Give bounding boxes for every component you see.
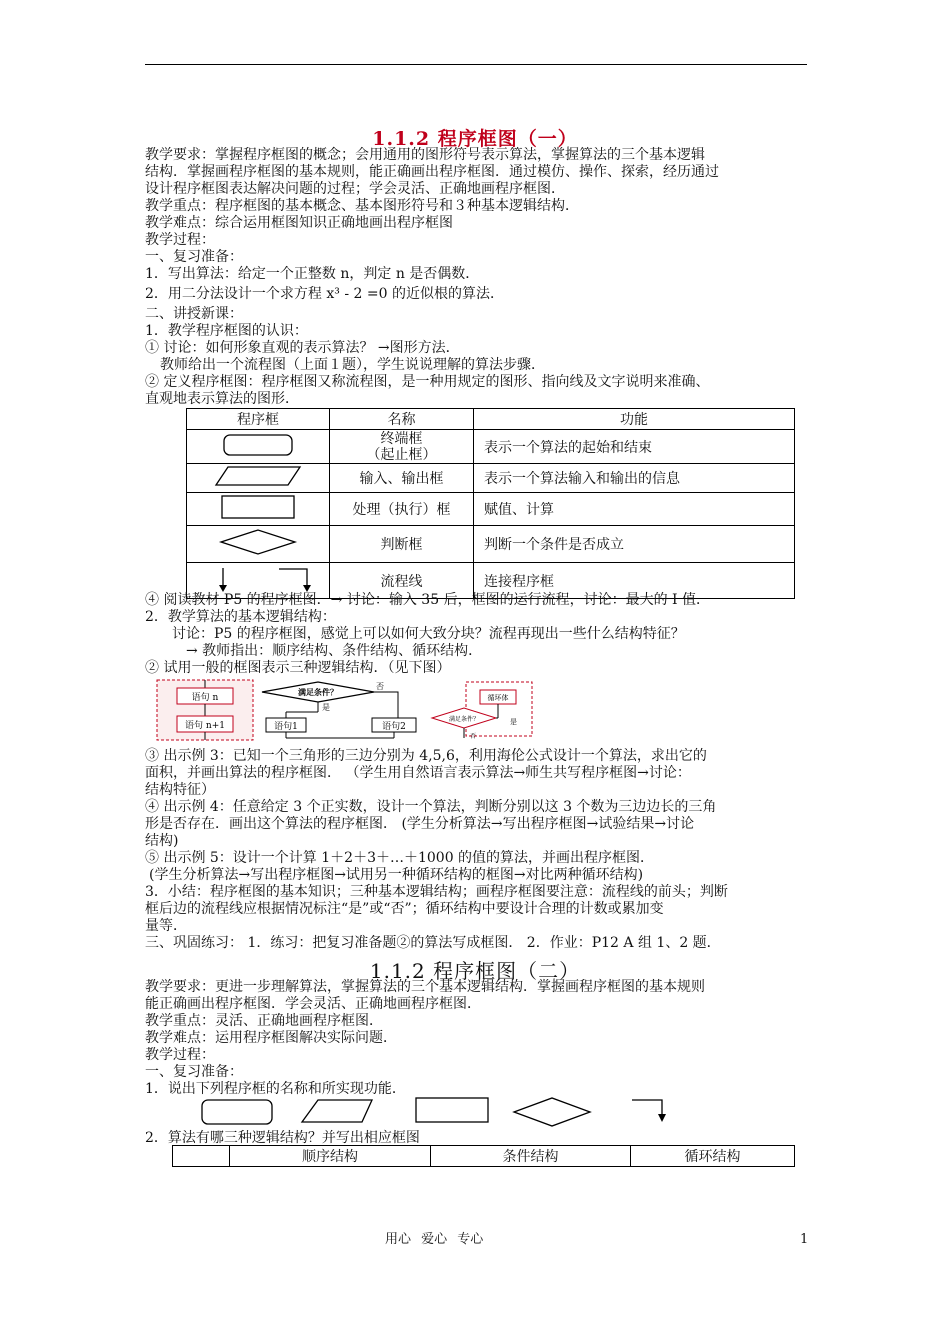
decision-shape	[187, 526, 330, 563]
text-line: 形是否存在．画出这个算法的程序框图． (学生分析算法→写出程序框图→试验结果→讨论	[145, 816, 695, 832]
text-line: ② 定义程序框图：程序框图又称流程图，是一种用规定的图形、指向线及文字说明来准确、	[145, 374, 710, 390]
text-line: 结构．掌握画程序框图的基本规则，能正确画出程序框图．通过模仿、操作、探索，经历通过	[145, 164, 719, 180]
loop-condition-label: 满足条件？	[448, 716, 480, 723]
text-line: 教学难点：综合运用框图知识正确地画出程序框图	[145, 215, 453, 231]
column-header	[173, 1146, 230, 1167]
branch-statement-2: 语句2	[382, 722, 406, 732]
text-line: 3．小结：程序框图的基本知识；三种基本逻辑结构；画程序框图要注意：流程线的前头；判断	[145, 884, 728, 900]
table-row	[187, 526, 795, 563]
review-symbols-row	[200, 1094, 680, 1130]
symbol-name: 处理（执行）框	[330, 493, 474, 526]
text-line: 教学过程：	[145, 232, 215, 248]
table-row	[187, 493, 795, 526]
table-row	[187, 430, 795, 464]
text-line: 2．算法有哪三种逻辑结构？并写出相应框图	[145, 1130, 420, 1146]
text-line: 2．教学算法的基本逻辑结构：	[145, 609, 336, 625]
text-line: 教师给出一个流程图（上面１题），学生说说理解的算法步骤．	[160, 357, 545, 373]
text-line: 框后边的流程线应根据情况标注“是”或“否”；循环结构中要设计合理的计数或累加变	[145, 901, 664, 917]
symbol-function: 表示一个算法输入和输出的信息	[474, 464, 795, 493]
symbol-function: 连接程序框	[474, 563, 795, 599]
column-header: 名称	[330, 409, 474, 430]
io-shape	[187, 464, 330, 493]
column-header: 循环结构	[631, 1146, 795, 1167]
page-number: 1	[800, 1232, 809, 1247]
text-line: 1．写出算法：给定一个正整数 n，判定 n 是否偶数．	[145, 266, 480, 282]
symbol-name: 输入、输出框	[330, 464, 474, 493]
text-line: ① 讨论：如何形象直观的表示算法？ →图形方法．	[145, 340, 460, 356]
text-line: ② 试用一般的框图表示三种逻辑结构．（见下图）	[145, 660, 451, 676]
text-line: ④ 阅读教材 P5 的程序框图．→ 讨论：输入 35 后，框图的运行流程，讨论：最大的 I 值．	[145, 592, 711, 608]
text-line: → 教师指出：顺序结构、条件结构、循环结构．	[186, 643, 483, 659]
text-line: ④ 出示例 4：任意给定 3 个正实数，设计一个算法，判断分别以这 3 个数为三边边长的三角	[145, 799, 717, 815]
flowchart-symbol-table	[186, 408, 795, 599]
column-header: 顺序结构	[230, 1146, 431, 1167]
seq-statement-1: 语句 n	[191, 693, 219, 703]
lesson-title-1: 1.1.2 程序框图（一）	[372, 128, 578, 150]
text-line: 二、讲授新课：	[145, 306, 243, 322]
io-symbol	[302, 1100, 372, 1122]
text-line: 一、复习准备：	[145, 249, 243, 265]
seq-statement-2: 语句 n+1	[185, 721, 225, 731]
loop-yes-label: 是	[510, 718, 517, 726]
text-line: ⑤ 出示例 5：设计一个计算 1＋2＋3＋…＋1000 的值的算法，并画出程序框图．	[145, 850, 655, 866]
lesson-title-2: 1.1.2 程序框图（二）	[369, 959, 581, 983]
table-header-row	[173, 1146, 795, 1167]
symbol-function: 赋值、计算	[474, 493, 795, 526]
text-line: 教学要求：更进一步理解算法，掌握算法的三个基本逻辑结构．掌握画程序框图的基本规则	[145, 979, 705, 995]
column-header: 条件结构	[431, 1146, 631, 1167]
text-line: ③ 出示例 3：已知一个三角形的三边分别为 4,5,6，利用海伦公式设计一个算法，求出它的	[145, 748, 707, 764]
text-line: 1．说出下列程序框的名称和所实现功能．	[145, 1081, 406, 1097]
loop-structure-figure	[428, 678, 534, 742]
process-shape	[187, 493, 330, 526]
symbol-name: 流程线	[330, 563, 474, 599]
symbol-function: 表示一个算法的起始和结束	[474, 430, 795, 464]
loop-body-label: 循环体	[487, 694, 509, 702]
decision-symbol	[514, 1098, 590, 1126]
text-line: 1．教学程序框图的认识：	[145, 323, 308, 339]
text-line: 能正确画出程序框图．学会灵活、正确地画程序框图．	[145, 996, 481, 1012]
logic-structure-table	[172, 1145, 795, 1167]
condition-label: 满足条件？	[298, 687, 338, 697]
text-line: 讨论：P5 的程序框图，感觉上可以如何大致分块？流程再现出一些什么结构特征？	[172, 626, 685, 642]
text-line: 面积，并画出算法的程序框图． （学生用自然语言表示算法→师生共写程序框图→讨论：	[145, 765, 691, 781]
flowline-symbol	[632, 1100, 666, 1122]
terminal-shape	[187, 430, 330, 464]
loop-no-label: 否	[470, 733, 477, 740]
condition-structure-figure	[258, 678, 418, 742]
symbol-name: 终端框	[380, 430, 423, 447]
text-line: 教学难点：运用程序框图解决实际问题．	[145, 1030, 397, 1046]
text-line: 教学重点：程序框图的基本概念、基本图形符号和３种基本逻辑结构．	[145, 198, 579, 214]
text-line: 直观地表示算法的图形．	[145, 391, 299, 407]
table-header-row	[187, 409, 795, 430]
branch-statement-1: 语句1	[274, 722, 298, 732]
table-row	[187, 464, 795, 493]
text-line: 结构)	[145, 833, 179, 849]
text-line: 教学重点：灵活、正确地画程序框图．	[145, 1013, 383, 1029]
text-line: 结构特征）	[145, 782, 215, 798]
text-line: 三、巩固练习： 1．练习：把复习准备题②的算法写成框图． 2．作业：P12 A 组 1、2 题．	[145, 935, 721, 951]
text-line: 一、复习准备：	[145, 1064, 243, 1080]
text-line: (学生分析算法→写出程序框图→试用另一种循环结构的框图→对比两种循环结构)	[149, 867, 644, 883]
text-line: 2．用二分法设计一个求方程 x³ - 2 =0 的近似根的算法．	[145, 286, 504, 302]
column-header: 功能	[474, 409, 795, 430]
text-line: 教学过程：	[145, 1047, 215, 1063]
condition-yes-label: 是	[322, 703, 330, 712]
symbol-name: 判断框	[330, 526, 474, 563]
sequence-structure-figure	[155, 678, 255, 742]
symbol-function: 判断一个条件是否成立	[474, 526, 795, 563]
column-header: 程序框	[187, 409, 330, 430]
condition-no-label: 否	[376, 682, 384, 691]
symbol-name-sub: （起止框）	[366, 446, 437, 463]
text-line: 教学要求：掌握程序框图的概念；会用通用的图形符号表示算法，掌握算法的三个基本逻辑	[145, 147, 705, 163]
terminal-symbol	[202, 1100, 272, 1124]
header-rule	[145, 64, 807, 65]
page-footer: 用心 爱心 专心	[385, 1232, 484, 1247]
text-line: 量等．	[145, 918, 187, 934]
text-line: 设计程序框图表达解决问题的过程；学会灵活、正确地画程序框图．	[145, 181, 565, 197]
process-symbol	[416, 1098, 488, 1122]
